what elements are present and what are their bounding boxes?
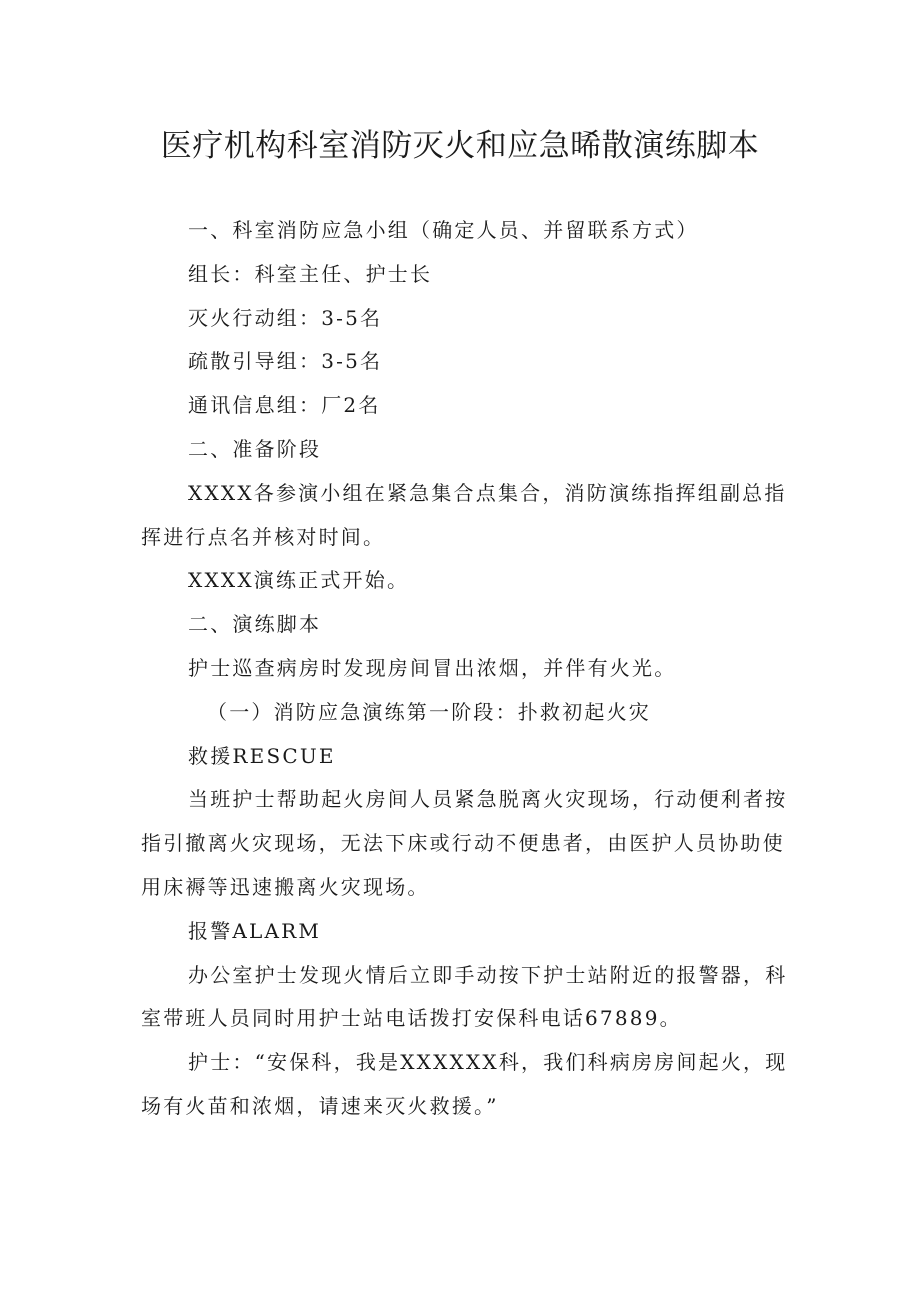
- subsection-heading: （一）消防应急演练第一阶段：扑救初起火灾: [207, 699, 651, 724]
- paragraph: XXXX各参演小组在紧急集合点集合，消防演练指挥组副总指挥进行点名并核对时间。: [141, 480, 787, 549]
- section-heading: 二、演练脚本: [188, 612, 322, 637]
- section-heading: 二、准备阶段: [188, 436, 322, 461]
- paragraph: 疏散引导组：3-5名: [188, 349, 383, 374]
- subsection-label: 报警ALARM: [188, 918, 322, 943]
- paragraph: 护士巡查病房时发现房间冒出浓烟，并伴有火光。: [188, 655, 677, 680]
- paragraph: 护士：“安保科，我是XXXXXX科，我们科病房房间起火，现场有火苗和浓烟，请速来灭火救援。”: [141, 1050, 788, 1118]
- paragraph: 通讯信息组：厂2名: [188, 393, 381, 418]
- paragraph: XXXX演练正式开始。: [188, 568, 410, 593]
- section-heading: 一、科室消防应急小组（确定人员、并留联系方式）: [188, 218, 699, 242]
- document-title: 医疗机构科室消防灭火和应急晞散演练脚本: [160, 128, 760, 164]
- paragraph: 灭火行动组：3-5名: [188, 305, 383, 330]
- paragraph: 当班护士帮助起火房间人员紧急脱离火灾现场，行动便利者按指引撤离火灾现场，无法下床或行动不便患者，由医护人员协助使用床褥等迅速搬离火灾现场。: [141, 787, 788, 899]
- paragraph: 组长：科室主任、护士长: [188, 261, 433, 286]
- subsection-label: 救援RESCUE: [188, 743, 336, 768]
- paragraph: 办公室护士发现火情后立即手动按下护士站附近的报警器，科室带班人员同时用护士站电话拨打安保科电话67889。: [141, 962, 788, 1031]
- document-body: [141, 209, 791, 1129]
